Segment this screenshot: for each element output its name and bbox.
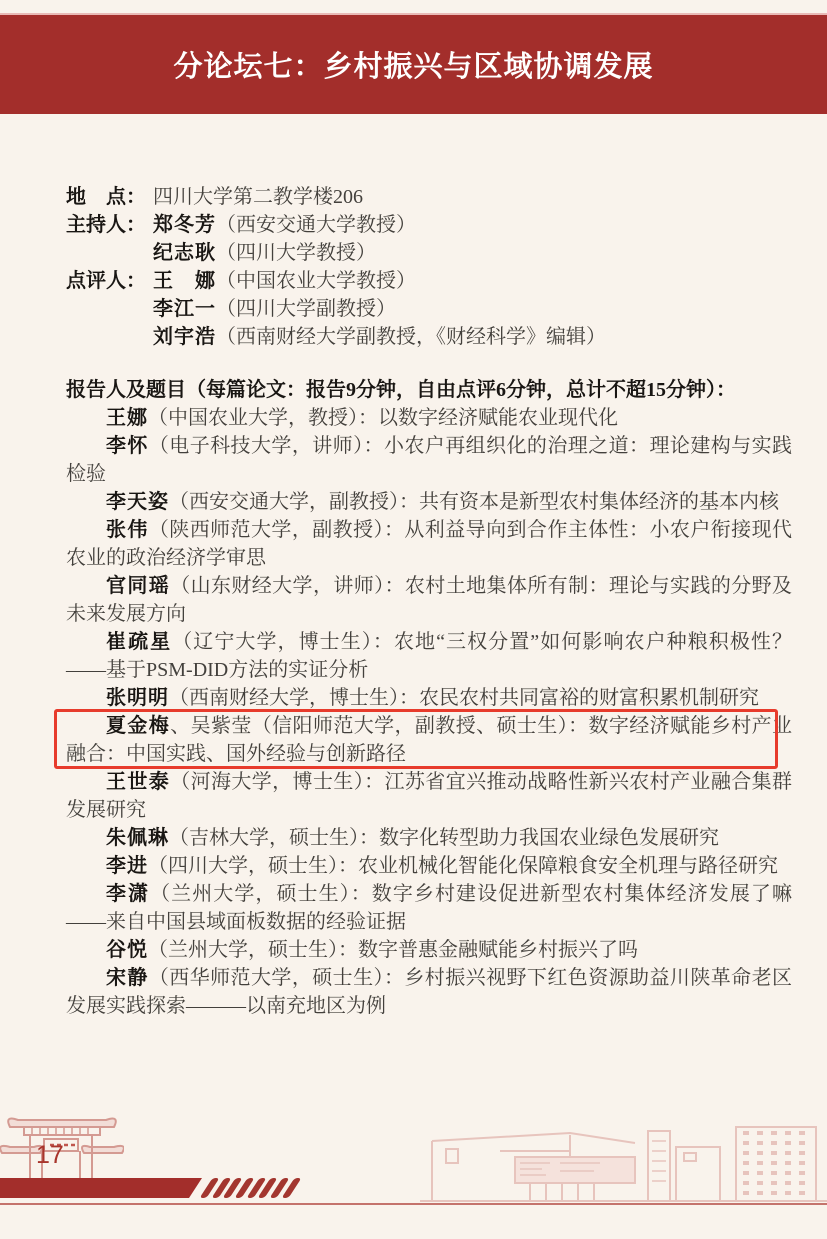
person-affiliation: （西安交通大学教授） <box>216 214 416 236</box>
presentation-title: 、吴紫莹（信阳师范大学，副教授、硕士生）：数字经济赋能乡村产业融合：中国实践、国外经验与创新路径 <box>66 715 793 765</box>
presentation-title: （吉林大学，硕士生）：数字化转型助力我国农业绿色发展研究 <box>169 827 719 849</box>
presentation-entry <box>66 572 792 628</box>
person-name: 李江一 <box>153 298 216 320</box>
presentation-entry <box>66 628 792 684</box>
presenter-name: 崔疏星 <box>106 631 173 653</box>
highlighted-presentation-entry <box>66 712 792 768</box>
session-heading: 报告人及题目（每篇论文：报告9分钟，自由点评6分钟，总计不超15分钟）： <box>66 379 736 401</box>
discussant-line <box>66 323 792 351</box>
presenter-name: 李进 <box>106 855 148 877</box>
presentation-entry <box>66 768 792 824</box>
session-info <box>66 183 792 351</box>
person-name: 王 娜 <box>153 270 216 292</box>
person-affiliation: （四川大学教授） <box>216 242 376 264</box>
presenter-name: 宋静 <box>106 967 149 989</box>
presentation-entry <box>66 880 792 936</box>
presentation-entry <box>66 684 792 712</box>
program-content <box>66 183 792 1020</box>
person-name: 郑冬芳 <box>153 214 216 236</box>
presenter-name: 李天姿 <box>106 491 169 513</box>
footer-stripes <box>206 1178 300 1198</box>
presentation-entry <box>66 516 792 572</box>
discussant-line <box>66 267 792 295</box>
presentation-title: （中国农业大学，教授）：以数字经济赋能农业现代化 <box>148 407 618 429</box>
presentation-title: （兰州大学，硕士生）：数字乡村建设促进新型农村集体经济发展了嘛——来自中国县域面板数据的经验证据 <box>66 883 792 933</box>
discussant-line <box>66 295 792 323</box>
footer-line <box>0 1203 827 1205</box>
presentation-title: （电子科技大学，讲师）：小农户再组织化的治理之道：理论建构与实践检验 <box>66 435 793 485</box>
presentation-entry <box>66 824 792 852</box>
page-number: 17 <box>36 1141 64 1169</box>
buildings-illustration <box>420 1121 827 1203</box>
presentation-entry <box>66 852 792 880</box>
forum-title: 分论坛七：乡村振兴与区域协调发展 <box>173 51 654 83</box>
presentation-title: （四川大学，硕士生）：农业机械化智能化保障粮食安全机理与路径研究 <box>148 855 778 877</box>
presentation-title: （兰州大学，硕士生）：数字普惠金融赋能乡村振兴了吗 <box>148 939 638 961</box>
chair-label: 主持人： <box>66 214 146 236</box>
presentation-title: （河海大学，博士生）：江苏省宜兴推动战略性新兴农村产业融合集群发展研究 <box>66 771 793 821</box>
person-name: 纪志耿 <box>153 242 216 264</box>
person-affiliation: （中国农业大学教授） <box>216 270 416 292</box>
presenter-name: 官同瑶 <box>106 575 171 597</box>
person-affiliation: （西南财经大学副教授，《财经科学》编辑） <box>216 326 606 348</box>
chair-line <box>66 239 792 267</box>
person-affiliation: （四川大学副教授） <box>216 298 396 320</box>
presentation-entry <box>66 432 792 488</box>
presentation-title: （山东财经大学，讲师）：农村土地集体所有制：理论与实践的分野及未来发展方向 <box>66 575 793 625</box>
presentation-title: （辽宁大学，博士生）：农地“三权分置”如何影响农户种粮积极性？——基于PSM-DID方法的实证分析 <box>66 631 792 681</box>
discussant-label: 点评人： <box>66 270 146 292</box>
presentations-section <box>66 376 792 1020</box>
presentation-entry <box>66 404 792 432</box>
footer-bar <box>0 1178 202 1198</box>
chair-line <box>66 211 792 239</box>
presenter-name: 朱佩琳 <box>106 827 169 849</box>
forum-banner <box>0 15 827 114</box>
presenter-name: 张伟 <box>106 519 149 541</box>
presenter-name: 夏金梅 <box>106 715 171 737</box>
presentation-title: （西安交通大学，副教授）：共有资本是新型农村集体经济的基本内核 <box>169 491 779 513</box>
presenter-name: 李潇 <box>106 883 151 905</box>
location-value: 四川大学第二教学楼206 <box>153 186 363 208</box>
presentation-title: （西南财经大学，博士生）：农民农村共同富裕的财富积累机制研究 <box>169 687 759 709</box>
person-name: 刘宇浩 <box>153 326 216 348</box>
presentation-title: （陕西师范大学，副教授）：从利益导向到合作主体性：小农户衔接现代农业的政治经济学审思 <box>66 519 793 569</box>
presentation-entry <box>66 936 792 964</box>
presenter-name: 王世泰 <box>106 771 171 793</box>
presentation-title: （西华师范大学，硕士生）：乡村振兴视野下红色资源助益川陕革命老区发展实践探索———以南充地区为例 <box>66 967 793 1017</box>
location-line <box>66 183 792 211</box>
presentation-entry <box>66 964 792 1020</box>
presenter-name: 李怀 <box>106 435 149 457</box>
location-label: 地 点： <box>66 186 146 208</box>
presenter-name: 张明明 <box>106 687 169 709</box>
presentation-entry <box>66 488 792 516</box>
presenter-name: 谷悦 <box>106 939 148 961</box>
presenter-name: 王娜 <box>106 407 148 429</box>
